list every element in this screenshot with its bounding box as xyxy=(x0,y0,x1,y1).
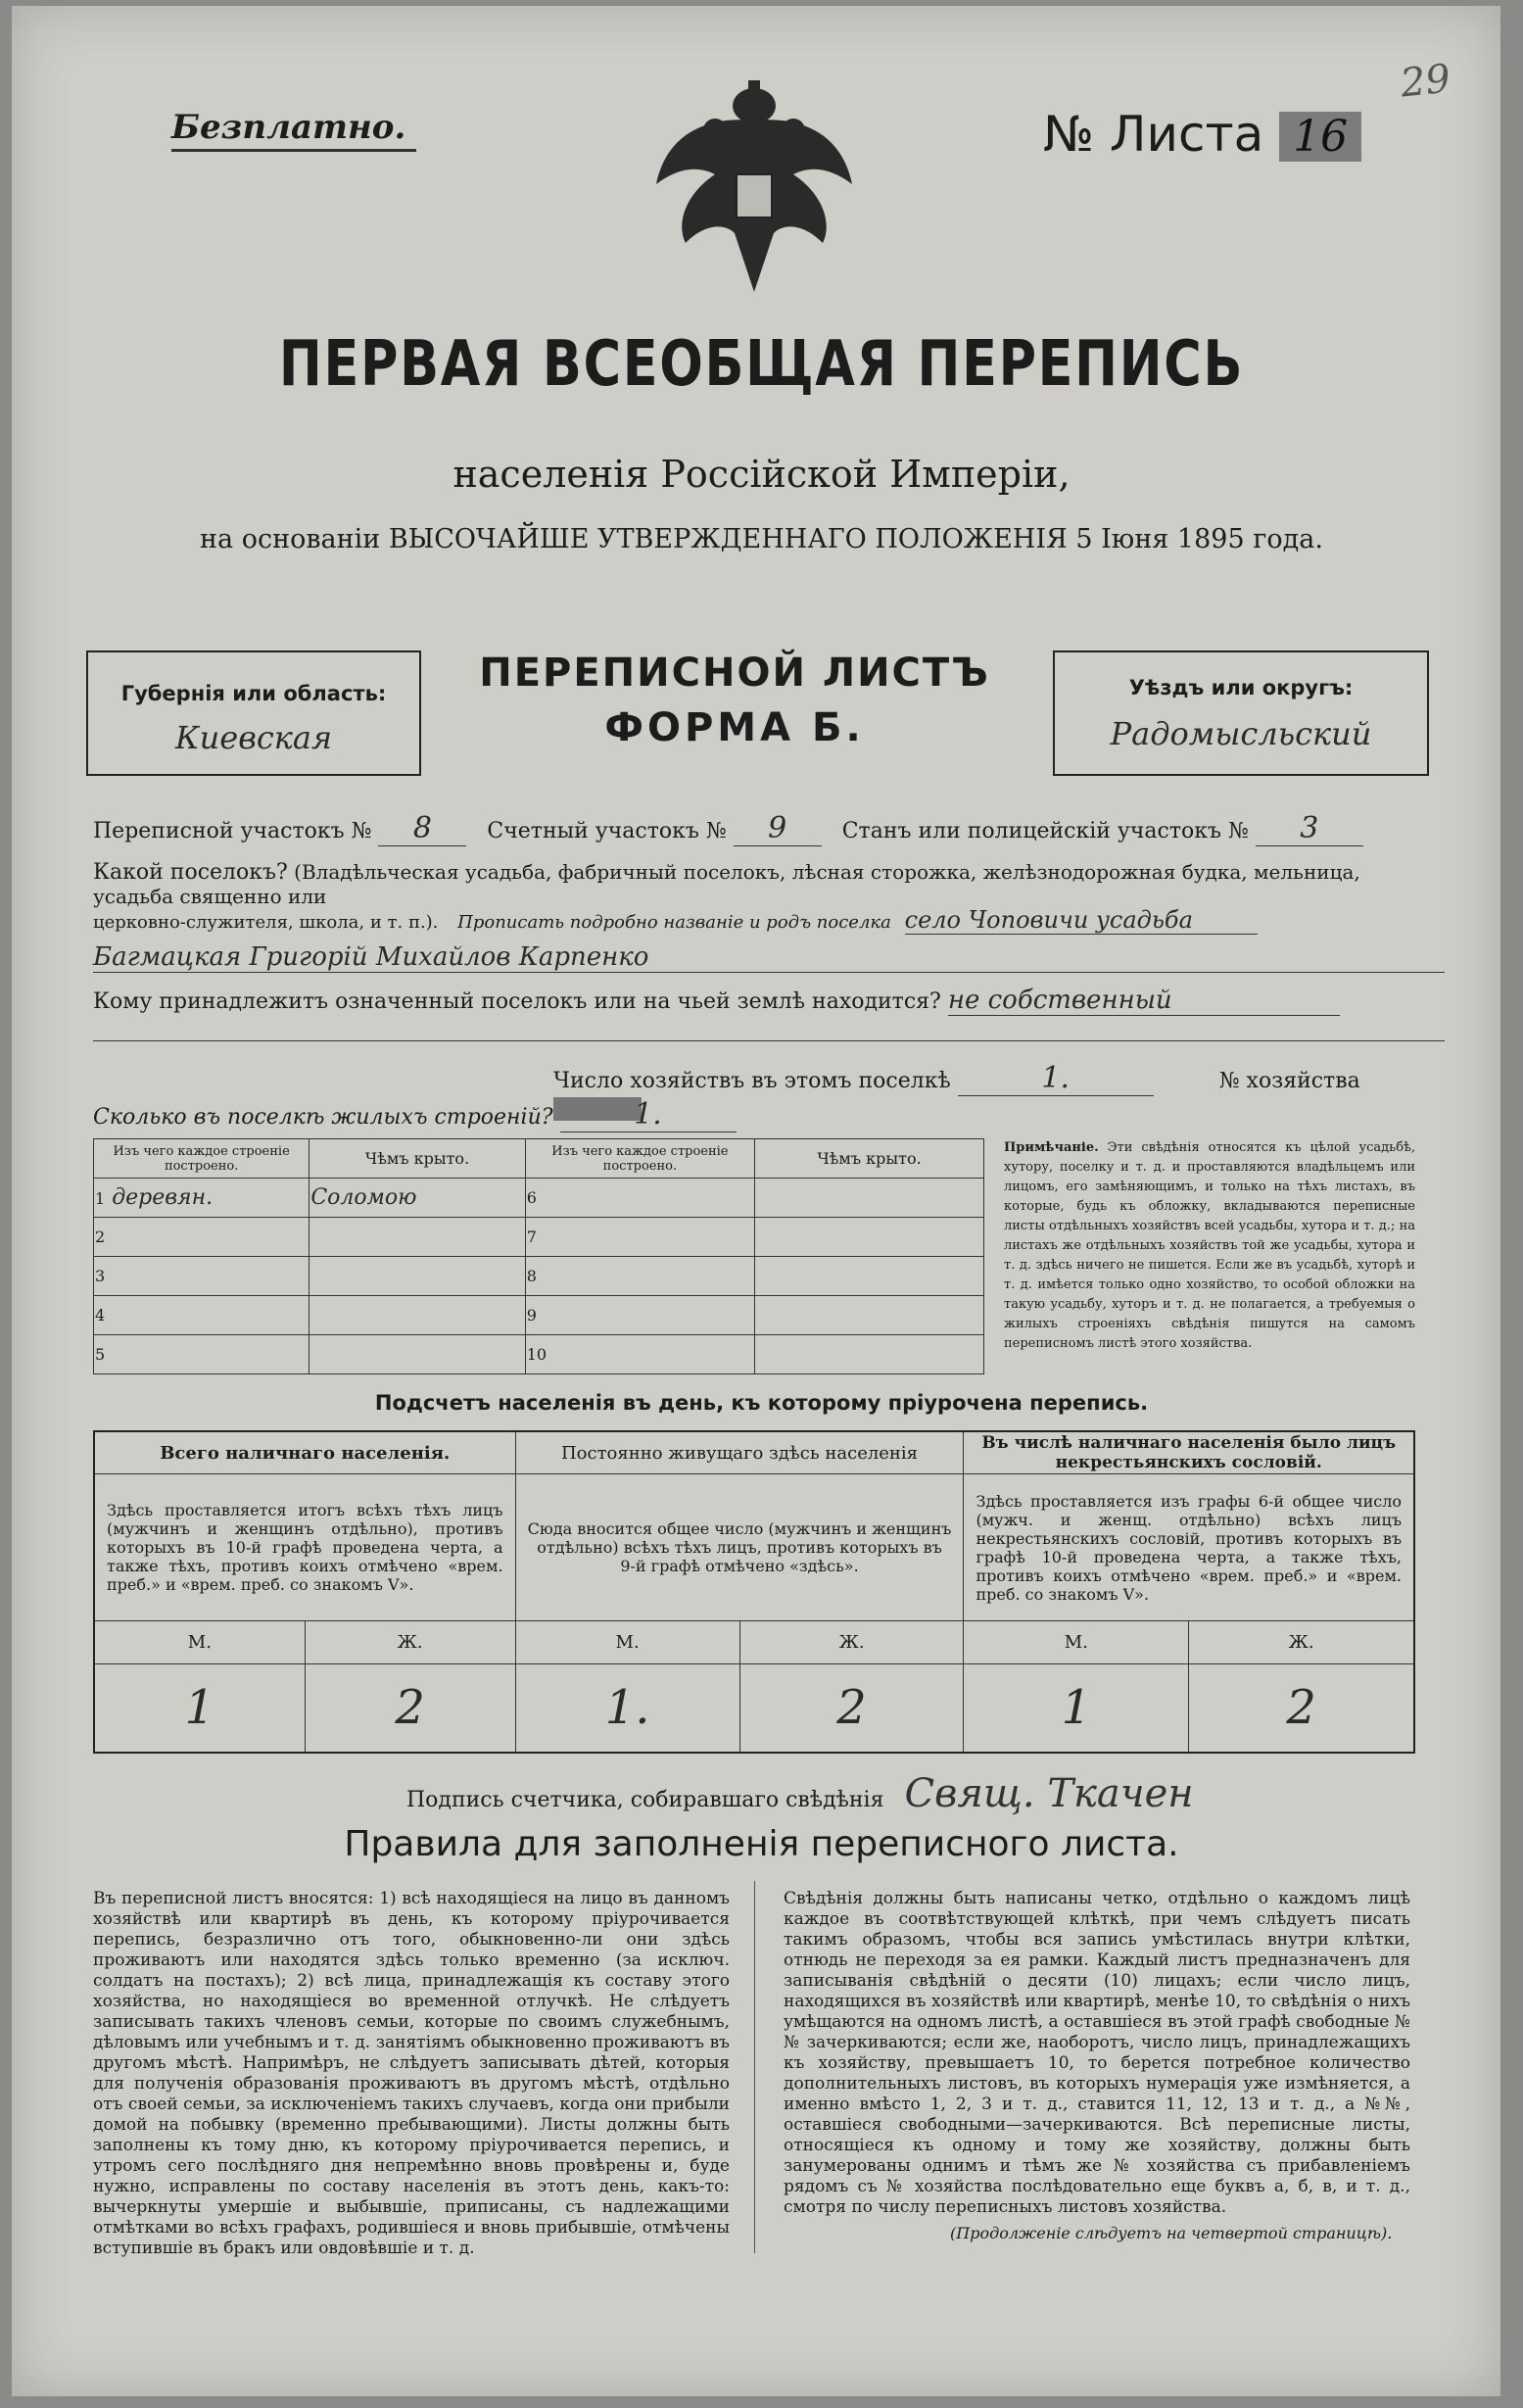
buildings-table xyxy=(93,1138,984,1374)
double-headed-eagle-emblem xyxy=(646,76,862,302)
settlement-hint-row xyxy=(93,906,1445,935)
table-row: 1 деревян. Соломою 6 xyxy=(94,1179,984,1218)
households-label: Число хозяйствъ въ этомъ поселкѣ xyxy=(553,1069,951,1093)
zh-header-1: Ж. xyxy=(305,1621,515,1664)
permanent-zh-value: 2 xyxy=(739,1664,964,1753)
built-value-1: деревян. xyxy=(112,1185,214,1210)
col1-head: Всего наличнаго населенія. xyxy=(94,1431,515,1474)
note-title: Примѣчаніе. xyxy=(1004,1140,1099,1155)
rules-title: Правила для заполненія переписного листа. xyxy=(344,1824,1179,1864)
col3-head: Въ числѣ наличнаго населенія было лицъ некрестьянскихъ сословій. xyxy=(964,1431,1414,1474)
zh-header-2: Ж. xyxy=(739,1621,964,1664)
owner-row xyxy=(93,986,1445,1016)
col1-text: Здѣсь проставляется итогъ всѣхъ тѣхъ лицъ (мужчинъ и женщинъ отдѣльно), противъ которыхъ въ 10-й графѣ проведена черта, а также тѣхъ, противъ коихъ отмѣчено «врем. преб.» и «врем. преб. со знакомъ V». xyxy=(94,1474,515,1621)
settlement-value-1: село Чоповичи усадьба xyxy=(905,906,1258,935)
sheet-title: ПЕРЕПИСНОЙ ЛИСТЪ xyxy=(479,650,990,696)
total-zh-value: 2 xyxy=(305,1664,515,1753)
count-plot-value: 9 xyxy=(734,811,822,846)
corner-handwritten-number: 29 xyxy=(1398,56,1453,107)
nonpeasant-m-value: 1 xyxy=(964,1664,1189,1753)
census-plot-value: 8 xyxy=(378,811,466,846)
signature-row xyxy=(406,1771,1194,1816)
population-table xyxy=(93,1430,1415,1754)
gubernia-value: Киевская xyxy=(174,719,333,756)
blank-line xyxy=(93,1040,1445,1041)
zh-header-3: Ж. xyxy=(1189,1621,1414,1664)
continued-note: (Продолженіе слѣдуетъ на четвертой страницѣ). xyxy=(950,2224,1393,2242)
settlement-question xyxy=(93,860,1445,908)
buildings-row xyxy=(93,1097,975,1132)
m-header-2: М. xyxy=(515,1621,739,1664)
household-number-label: № хозяйства xyxy=(1218,1069,1360,1093)
sheet-number-value: 16 xyxy=(1279,112,1361,162)
col2-head: Постоянно живущаго здѣсь населенія xyxy=(515,1431,964,1474)
uezd-label: Уѣздъ или округъ: xyxy=(1128,676,1354,699)
m-header-1: М. xyxy=(94,1621,305,1664)
buildings-value: 1. xyxy=(560,1097,737,1132)
head-built-left: Изъ чего каждое строеніе построено. xyxy=(94,1139,309,1179)
households-value: 1. xyxy=(958,1061,1154,1096)
rules-right-column: Свѣдѣнія должны быть написаны четко, отдѣльно о каждомъ лицѣ каждое въ соотвѣтствующей клѣткѣ, при чемъ слѣдуетъ писать такимъ образомъ, чтобы вся запись умѣстилась внутри клѣтки, отнюдь не переходя за ея рамки. Каждый листъ предназначенъ для записыванія свѣдѣній о десяти (10) лицахъ; если число лицъ, находящихся въ хозяйствѣ или квартирѣ, менѣе 10, то свѣдѣнія о нихъ умѣщаются на одномъ листѣ, а оставшіеся въ этой графѣ свободные №№ зачеркиваются; если же, наоборотъ, число лицъ, принадлежащихъ къ хозяйству, превышаетъ 10, то берется потребное количество дополнительныхъ листовъ, въ которыхъ нумерація уже измѣняется, а именно вмѣсто 1, 2, 3 и т. д., ставится 11, 12, 13 и т. д., а №№, оставшіеся свободными—зачеркиваются. Всѣ переписные листы, относящіеся къ одному и тому же хозяйству, должны быть занумерованы однимъ и тѣмъ же № хозяйства съ прибавленіемъ рядомъ съ № хозяйства послѣдовательно еще буквъ а, б, в, и т. д., смотря по числу переписныхъ листовъ хозяйства. xyxy=(784,1889,1410,2217)
sheet-number xyxy=(1043,106,1361,163)
settlement-hint-3: Прописать подробно названіе и родъ поселка xyxy=(457,912,891,933)
note-text: Эти свѣдѣнія относятся къ цѣлой усадьбѣ, хутору, поселку и т. д. и проставляются владѣльцемъ или лицомъ, его замѣняющимъ, и только на тѣхъ листахъ, въ которые, будь къ обложку, вкладываются переписные листы отдѣльныхъ хозяйствъ всей усадьбы, хутора и т. д.; на листахъ же отдѣльныхъ хозяйствъ той же усадьбы, хутора и т. д. здѣсь ничего не пишется. Если же въ усадьбѣ, хуторѣ и т. д. имѣется только одно хозяйство, то особой обложки на такую усадьбу, хуторъ и т. д. не полагается, а требуемыя о жилыхъ строеніяхъ свѣдѣнія пишутся на самомъ переписномъ листѣ этого хозяйства. xyxy=(1004,1140,1415,1351)
page-subtitle: населенія Россійской Имперіи, xyxy=(452,453,1071,496)
census-plot-label: Переписной участокъ № xyxy=(93,819,372,843)
gubernia-label: Губернія или область: xyxy=(120,682,387,705)
m-header-3: М. xyxy=(964,1621,1189,1664)
settlement-hint-1: (Владѣльческая усадьба, фабричный поселокъ, лѣсная сторожка, желѣзнодорожная будка, мельница, усадьба священно или xyxy=(93,860,1360,908)
total-m-value: 1 xyxy=(94,1664,305,1753)
stan-label: Станъ или полицейскій участокъ № xyxy=(841,819,1249,843)
stan-value: 3 xyxy=(1256,811,1363,846)
roof-value-1: Соломою xyxy=(309,1179,525,1218)
head-roof-right: Чѣмъ крыто. xyxy=(755,1139,984,1179)
table-row: 5 10 xyxy=(94,1335,984,1374)
buildings-label: Сколько въ поселкѣ жилыхъ строеній? xyxy=(93,1105,553,1130)
sheet-number-label: № Листа xyxy=(1043,106,1264,163)
count-plot-label: Счетный участокъ № xyxy=(487,819,727,843)
settlement-question-label: Какой поселокъ? xyxy=(93,860,288,885)
owner-value: не собственный xyxy=(948,986,1340,1016)
settlement-value-2: Багмацкая Григорій Михайлов Карпенко xyxy=(93,942,1445,973)
head-built-right: Изъ чего каждое строеніе построено. xyxy=(525,1139,754,1179)
owner-question: Кому принадлежитъ означенный поселокъ или на чьей землѣ находится? xyxy=(93,989,941,1014)
free-underline xyxy=(171,149,416,152)
settlement-hint-2: церковно-служителя, школа, и т. п.). xyxy=(93,912,439,933)
table-row: 3 8 xyxy=(94,1257,984,1296)
population-title: Подсчетъ населенія въ день, къ которому пріурочена перепись. xyxy=(374,1391,1149,1415)
table-row: 2 7 xyxy=(94,1218,984,1257)
form-name: ФОРМА Б. xyxy=(604,705,865,750)
legal-basis: на основаніи ВЫСОЧАЙШЕ УТВЕРЖДЕННАГО ПОЛОЖЕНІЯ 5 Іюня 1895 года. xyxy=(200,524,1323,554)
plot-numbers-row xyxy=(93,811,1445,846)
col3-text: Здѣсь проставляется изъ графы 6-й общее число (мужч. и женщ. отдѣльно) всѣхъ лицъ некрестьянскихъ сословій, противъ которыхъ въ графѣ 10-й проведена черта, а также тѣхъ, противъ коихъ отмѣчено «врем. преб.» и «врем. преб. со знакомъ V». xyxy=(964,1474,1414,1621)
signature-value: Свящ. Ткачен xyxy=(904,1771,1194,1816)
signature-label: Подпись счетчика, собиравшаго свѣдѣнія xyxy=(406,1788,884,1812)
form-title-block xyxy=(431,650,1038,750)
uezd-value: Радомысльский xyxy=(1110,715,1372,752)
nonpeasant-zh-value: 2 xyxy=(1189,1664,1414,1753)
column-divider xyxy=(754,1881,755,2253)
free-label: Безплатно. xyxy=(171,108,406,147)
col2-text: Сюда вносится общее число (мужчинъ и женщинъ отдѣльно) всѣхъ тѣхъ лицъ, противъ которыхъ въ 9-й графѣ отмѣчено «здѣсь». xyxy=(515,1474,964,1621)
page-title: ПЕРВАЯ ВСЕОБЩАЯ ПЕРЕПИСЬ xyxy=(278,328,1245,401)
uezd-box xyxy=(1053,650,1429,776)
table-row: 4 9 xyxy=(94,1296,984,1335)
rules-left-column: Въ переписной листъ вносятся: 1) всѣ находящіеся на лицо въ данномъ хозяйствѣ или квартирѣ въ день, къ которому пріурочивается перепись, безразлично отъ того, обыкновенно-ли они здѣсь проживаютъ или находятся здѣсь только временно (за исключ. солдатъ на постахъ); 2) всѣ лица, принадлежащія къ составу этого хозяйства, но находящіеся во временной отлучкѣ. Не слѣдуетъ записывать такихъ членовъ семьи, которые по своимъ служебнымъ, дѣловымъ или учебнымъ и т. д. занятіямъ обыкновенно проживаютъ въ другомъ мѣстѣ. Напримѣръ, не слѣдуетъ записывать дѣтей, которыя для полученія образованія проживаютъ въ другомъ мѣстѣ, отдѣльно отъ своей семьи, за исключеніемъ такихъ случаевъ, когда они прибыли домой на побывку (временно пребывающими). Листы должны быть заполнены къ тому дню, къ которому пріурочивается перепись, и утромъ сего послѣдняго дня непремѣнно вновь провѣрены и, буде нужно, исправлены по составу населенія въ этотъ день, какъ-то: вычеркнуты умершіе и выбывшіе, приписаны, съ надлежащими отмѣтками во всѣхъ графахъ, родившіеся и вновь прибывшіе, отмѣчены вступившіе въ бракъ или овдовѣвшіе и т. д. xyxy=(93,1889,730,2258)
head-roof-left: Чѣмъ крыто. xyxy=(309,1139,525,1179)
gubernia-box xyxy=(86,650,421,776)
note-block xyxy=(1004,1138,1415,1354)
permanent-m-value: 1. xyxy=(515,1664,739,1753)
